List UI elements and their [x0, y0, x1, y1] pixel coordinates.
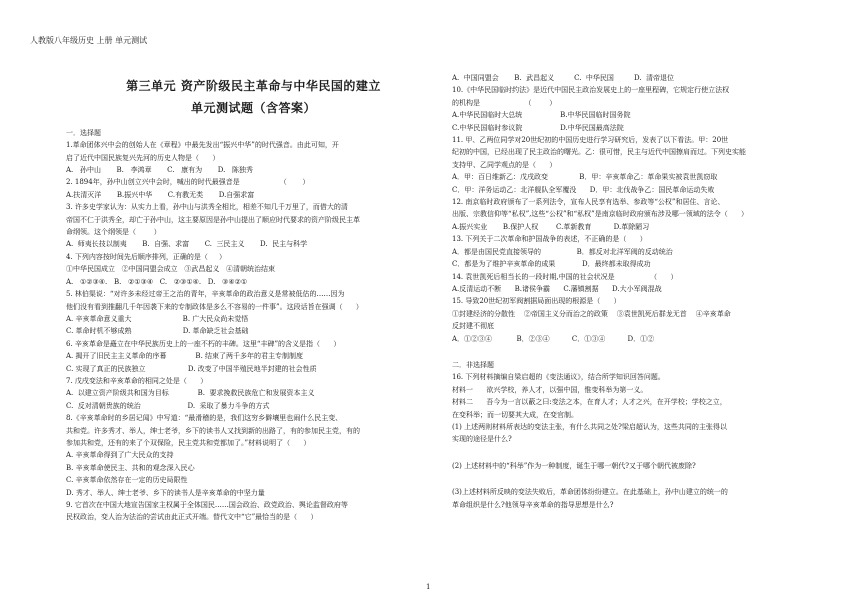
right-column	[452, 72, 822, 511]
question-line: 共和党。许多秀才、举人，绅士老爷，乡下的读书人又找到新的出路了，有的参加民主党，有的	[66, 426, 360, 435]
question-line: A．①②③④ B．②③④ C．①③④ D．①②	[452, 334, 655, 343]
question-line: A. 中国同盟会 B. 武昌起义 C. 中华民国 D. 清帝退位	[452, 74, 674, 82]
question-line: C. 实现了真正的民族独立 D. 改变了中国半殖民地半封建的社会性质	[66, 364, 317, 373]
page-number: 1	[426, 583, 431, 591]
question-line: 的机构是 （ ）	[452, 98, 557, 107]
question-line: 反封建不彻底	[452, 322, 494, 331]
question-line: 13. 下列关于二次革命和护国战争的表述，不正确的是（ ）	[452, 235, 647, 244]
question-line: B. 辛亥革命使民主、共和的观念深入民心	[66, 463, 195, 472]
question-line: 14. 袁世凯死后相当长的一段时期,中国的社会状况是 （ ）	[452, 272, 678, 281]
question-line: A.中华民国临时大总统 B.中华民国临时国务院	[452, 111, 631, 120]
question-line: D. 秀才、举人、绅士老爷、乡下的读书人是辛亥革命的中坚力量	[66, 488, 265, 497]
right-question-list	[452, 72, 822, 345]
question-line: 出版、宗教信仰等“私权”,这些“公权”和“私权”是南京临时政府颁布涉及哪一领域的法令（ ）	[452, 210, 749, 219]
question-line: C. 革命时机不够成熟 D. 革命缺乏社会基础	[66, 327, 249, 336]
question-line: A. 揭开了旧民主主义革命的序幕 B. 结束了两千多年的君主专制制度	[66, 352, 304, 361]
left-question-list	[66, 127, 441, 524]
question-line: A.扶清灭洋 B.振兴中华 C.有教无类 D.自强求富	[66, 190, 255, 199]
sub-question-1-cont: 实现的途径是什么?	[452, 435, 512, 444]
question-line: 9. 它首次在中国大地宣告国家主权属于全体国民……国会政治、政党政治、舆论监督政府等	[66, 501, 348, 509]
question-line: 参加共和党，还有的来了个双保险，民主党共和党都加了。”材料说明了（ ）	[66, 438, 311, 447]
question-line: A. ①②③④. B. ②①③④ C. ②③①④. D. ③④②①	[66, 277, 248, 286]
question-line: 8.《辛亥革命时的乡居记闻》中写道：“最滑稽的是，我们这穷乡僻壤里也闹什么民主变、	[66, 414, 343, 423]
question-line: A. 以建立资产阶级共和国为目标 B. 要求挽救民族危亡和发展资本主义	[66, 389, 315, 398]
question-line: 15. 导致20世纪初军阀割据局面出现的根源是（ ）	[452, 297, 621, 306]
question-line: C．甲：洋务运动乙：北洋舰队全军覆没 D．甲：北伐战争乙：国民革命运动失败	[452, 185, 715, 194]
question-line: 12. 南京临时政府颁布了一系列法令，宣布人民享有选举、参政等“公权”和居住、言论、	[452, 198, 725, 207]
question-line: 6. 辛亥革命是矗立在中华民族历史上的一座不朽的丰碑。这里“丰碑”的含义是指（ ）	[66, 339, 341, 348]
page-header: 人教版八年级历史 上册 单元测试	[30, 36, 148, 45]
question-line: 4. 下列内容按时间先后顺序排列，正确的是（ ）	[66, 252, 227, 261]
sub-question-2: (2) 上述材料中的“科举”作为一种制度，诞生于哪一朝代?又于哪个朝代被废除?	[452, 461, 696, 470]
question-line: C. 辛亥革命依然存在一定的历史局限性	[66, 476, 188, 485]
question-line: C．都是为了维护辛亥革命的成果 D．最终都未取得成功	[452, 260, 651, 269]
left-column	[66, 70, 441, 524]
test-subtitle: 单元测试题（含答案）	[190, 101, 316, 116]
question-line: A. 辛亥革命意义重大 B. 广大民众尚未觉悟	[66, 314, 249, 323]
question-line: 1.革命团体兴中会的创始人在《章程》中最先发出“振兴中华”的时代强音。由此可知，开	[66, 141, 339, 150]
question-line: A.振兴实业 B.保护人权 C.革新教育 D.革除陋习	[452, 222, 650, 231]
sub-question-3-cont: 革命组织是什么?他领导辛亥革命的指导思想是什么?	[452, 500, 614, 509]
question-line: A.反清运动不断 B.诸侯争霸 C.藩镇割据 D.大小军阀混战	[452, 284, 662, 293]
question-line: 命纲领。这个纲领是（ ）	[66, 228, 161, 237]
sub-question-3: (3)上述材料所反映的变法失败后，革命团体纷纷建立。在此基础上，孙中山建立的统一的	[452, 488, 728, 497]
question-line: A．都是由国民党直接领导的 B．都反对北洋军阀的反动统治	[452, 247, 673, 256]
question-line: 纪初的中国，已经出现了民主政治的曙光。乙：很可惜，民主与近代中国擦肩而过。下列史实能	[452, 148, 746, 157]
question-line: 10.《中华民国临时约法》是近代中国民主政治发展史上的一座里程碑，它规定行使立法权	[452, 86, 730, 95]
question-line: 支持甲、乙同学观点的是（ ）	[452, 160, 557, 169]
question-line: A. 辛亥革命得到了广大民众的支持	[66, 451, 174, 460]
question-line: C.中华民国临时参议院 D.中华民国最高法院	[452, 123, 624, 132]
question-line: 一．选择题	[66, 128, 101, 137]
question-line: 民权政治，变人治为法治的尝试由此正式开端。替代文中“它”最恰当的是（ ）	[66, 513, 318, 522]
question-line: 启了近代中国民族复兴先河的历史人物是（ ）	[66, 153, 220, 162]
question-line: ①中华民国成立 ②中国同盟会成立 ③武昌起义 ④清朝统治结束	[66, 265, 276, 274]
material-1: 材料一 欲兴学校，养人才，以强中国，惟变科举为第一义。	[452, 385, 648, 394]
unit-title: 第三单元 资产阶级民主革命与中华民国的建立	[126, 79, 381, 93]
question-line: 他们没有看到推翻几千年因袭下来的专制政体是多么不容易的一件事”。这段话旨在强调（ ）	[66, 302, 363, 311]
question-line: A. 师夷长技以制夷 B. 自强、求富 C. 三民主义 D. 民主与科学	[66, 240, 308, 249]
material-2: 材料二 吾今为一言以蔽之曰:变法之本，在育人才；人才之兴，在开学校；学校之立，	[452, 398, 727, 407]
material-2-cont: 在变科举；而一切要其大成，在变官制。	[452, 410, 578, 419]
question-line: A. 孙中山 B. 李鸿章 C. 康有为 D. 陈独秀	[66, 166, 253, 175]
question-line: A．甲：百日维新乙：戊戌政变 B．甲：辛亥革命乙：革命果实被袁世凯窃取	[452, 173, 718, 182]
question-line: 7. 戊戌变法和辛亥革命的相同之处是（ ）	[66, 376, 208, 385]
question-16: 16. 下列材料摘编自梁启超的《变法通议》，结合所学知识回答问题。	[452, 373, 665, 382]
sub-question-1: (1) 上述两则材料所表达的变法主张，有什么共同之处?梁启超认为，这些共同的主张得以	[452, 422, 727, 431]
question-line: 2. 1894年，孙中山创立兴中会时，喊出的时代最强音是 （ ）	[66, 178, 310, 187]
question-line: ①封建经济的分散性 ②帝国主义分而治之的政策 ③袁世凯死后群龙无首 ④辛亥革命	[452, 309, 731, 318]
question-line: 5. 林伯渠说：“对许多未经过帝王之治的青年，辛亥革命的政治意义是常被低估的……因为	[66, 290, 345, 299]
question-line: 11. 甲、乙两位同学对20世纪初的中国历史进行学习研究后，发表了以下看法。甲：20世	[452, 136, 729, 145]
question-line: 帝国不仁于洪秀全，却亡于孙中山，这主要原因是孙中山提出了顺应时代要求的资产阶级民主革	[66, 215, 360, 224]
question-line: C. 反对清朝贵族的统治 D. 采取了暴力斗争的方式	[66, 401, 270, 410]
section-heading: 二．非选择题	[452, 360, 494, 369]
question-line: 3. 许多史学家认为：从实力上看，孙中山与洪秀全相比，相差不知几千万里了，而借大的清	[66, 203, 348, 212]
